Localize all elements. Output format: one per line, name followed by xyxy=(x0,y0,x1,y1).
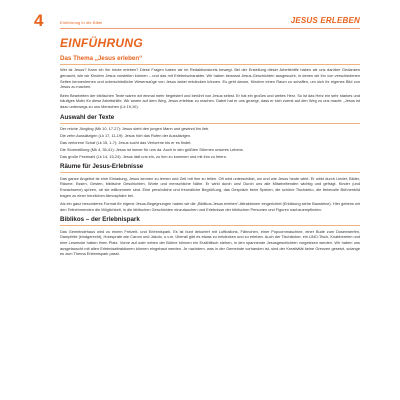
list-item: Die zehn Aussätzigen (Lk 17, 11-19): Jesus hört das Rufen der Aussätzigen. xyxy=(60,133,192,139)
paragraph: Das Gemeindehaus wird zu einem Freizeit- und Erlebnispark. Es ist bunt dekoriert mit Luftballons, Fähnchen, einer Popcornmaschine, einer Bude zum Dosenwerfen, Dampfeile (kindgerecht), Holzsprate wie Carom und Jakolo, u.v.m. Überall gibt es etwas zu entdecken und zu erleben. Auch der Tischkicker, ein UNO-Tisch, Knabbereien und eine Leseecke haben ihren Platz. Vorne auf oder neben der Bühne können ein Erzähltisch stehen, in den spannende Jesusgeschichten vorgelesen werden. Wir haben uns ausgetauscht mit allen Erlebnisattraktionen können eingebaut werden. Je nachdem, was in der Gemeinde vorhanden ist, sind der Kreativität keine Grenzen gesetzt, solange es zum Thema Erlebnispark passt. xyxy=(60,228,360,257)
main-content xyxy=(60,55,360,261)
chapter-title: EINFÜHRUNG xyxy=(60,36,143,50)
section-auswahl xyxy=(60,114,360,160)
section-heading: Das Thema „Jesus erleben“ xyxy=(60,55,143,62)
paragraph: Beim Bearbeiten der biblischen Texte waren wir einmal mehr begeistert und berührt von Jesus selbst. Er hat ein großes und weites Herz. So ist das Herz ein sehr starkes und häufiges Motiv für diese Arbeitshilfe. Wir waren auf dem Weg, Jesus erlebbar zu machen. Dabei hat er uns gezeigt, dass er sich zuerst auf den Weg zu uns macht: „Jesus ist dazu unterwegs zu uns Menschen (Lk 19,10). xyxy=(60,92,360,109)
paragraph: Als ein ganz besonderes Format für eigene Jesus-Begegnungen haben wir die „Biblikos-Jesus erleben“-Attraktionen eingerichtet (Erklärung siehe Bausteine). Hier gebens wir den Teilnehmenden die Möglichkeit, in die biblischen Geschichten einzutauchen und Erlebnisse der biblischen Personen und Figuren nachzuempfinden. xyxy=(60,201,360,212)
list-item: Der reiche Jüngling (Mk 10, 17-27): Jesus sieht den jungen Mann und gewinnt ihn lieb. xyxy=(60,126,210,132)
list-item: Das große Festmahl (Lk 14, 15-24): Jesus lädt uns ein, zu ihm zu kommen und mit ihm zu feiern. xyxy=(60,154,227,160)
section-raeume xyxy=(60,163,360,212)
section-heading: Auswahl der Texte xyxy=(60,113,115,121)
heading-divider xyxy=(60,64,360,65)
section-biblikos xyxy=(60,216,360,256)
heading-divider xyxy=(60,123,360,124)
section-thema xyxy=(60,55,360,110)
section-heading: Biblikos – der Erlebnispark xyxy=(60,216,140,224)
heading-divider xyxy=(60,225,360,226)
section-heading: Räume für Jesus-Erlebnisse xyxy=(60,163,144,171)
running-title: Einführung in die Bibel xyxy=(60,20,103,25)
paragraph: Das ganze Angebot ist eine Einladung, Jesus kennen zu lernen und Zeit mit ihm zu teilen. Oft wird unterschätzt, wo und wie Jesus heute wirkt. Er wirkt durch Lieder, Bilder, Räume, Essen, Gesten, biblische Geschichten, Worte und menschliche Nähe. Er wirkt durch uns! Durch uns alle Mitarbeitenden wichtig und gefragt. Kinder (und Erwachsene) spüren, ob sie willkommen sind. Eine persönliche und freundliche Begrüßung, das Gespräch beim Spielen, die schöne Tischdeko, die liebevolle Bühnenbild tragen zu einer herzlichen Atmosphäre bei. xyxy=(60,175,360,198)
header-divider xyxy=(60,28,360,29)
list-item: Das verlorene Schaf (Lk 15, 1-7): Jesus sucht das Verlorene bis er es findet. xyxy=(60,140,192,146)
page-number: 4 xyxy=(34,11,44,30)
heading-divider xyxy=(60,172,360,173)
brand-title: JESUS ERLEBEN xyxy=(290,16,360,25)
paragraph: Wer ist Jesus? Kann ich ihn heute erleben? Diese Fragen haben wir im Redaktionskreis bewegt. Bei der Erstellung dieser Arbeitshilfe haben wir uns darüber Gedanken gemacht, wie wir Kindern Jesus vorstellen können – und das mit Erlebnischarakter. Wir haben bewusst Jesus-Geschichten ausgesucht, in denen wir ihn von verschiedenen Seiten kennenlernen und unterschiedliche Wesenszüge von Jesus dabei entdecken können. Es geht darum, Kindern einen Raum zu schaffen, um sich ihr eigenes Bild von Jesus zu machen. xyxy=(60,67,360,90)
list-item: Die Sturmstillung (Mk 4, 35-41): Jesus ist immer für uns da. Auch in den größten Stürmen unseres Lebens. xyxy=(60,147,244,153)
